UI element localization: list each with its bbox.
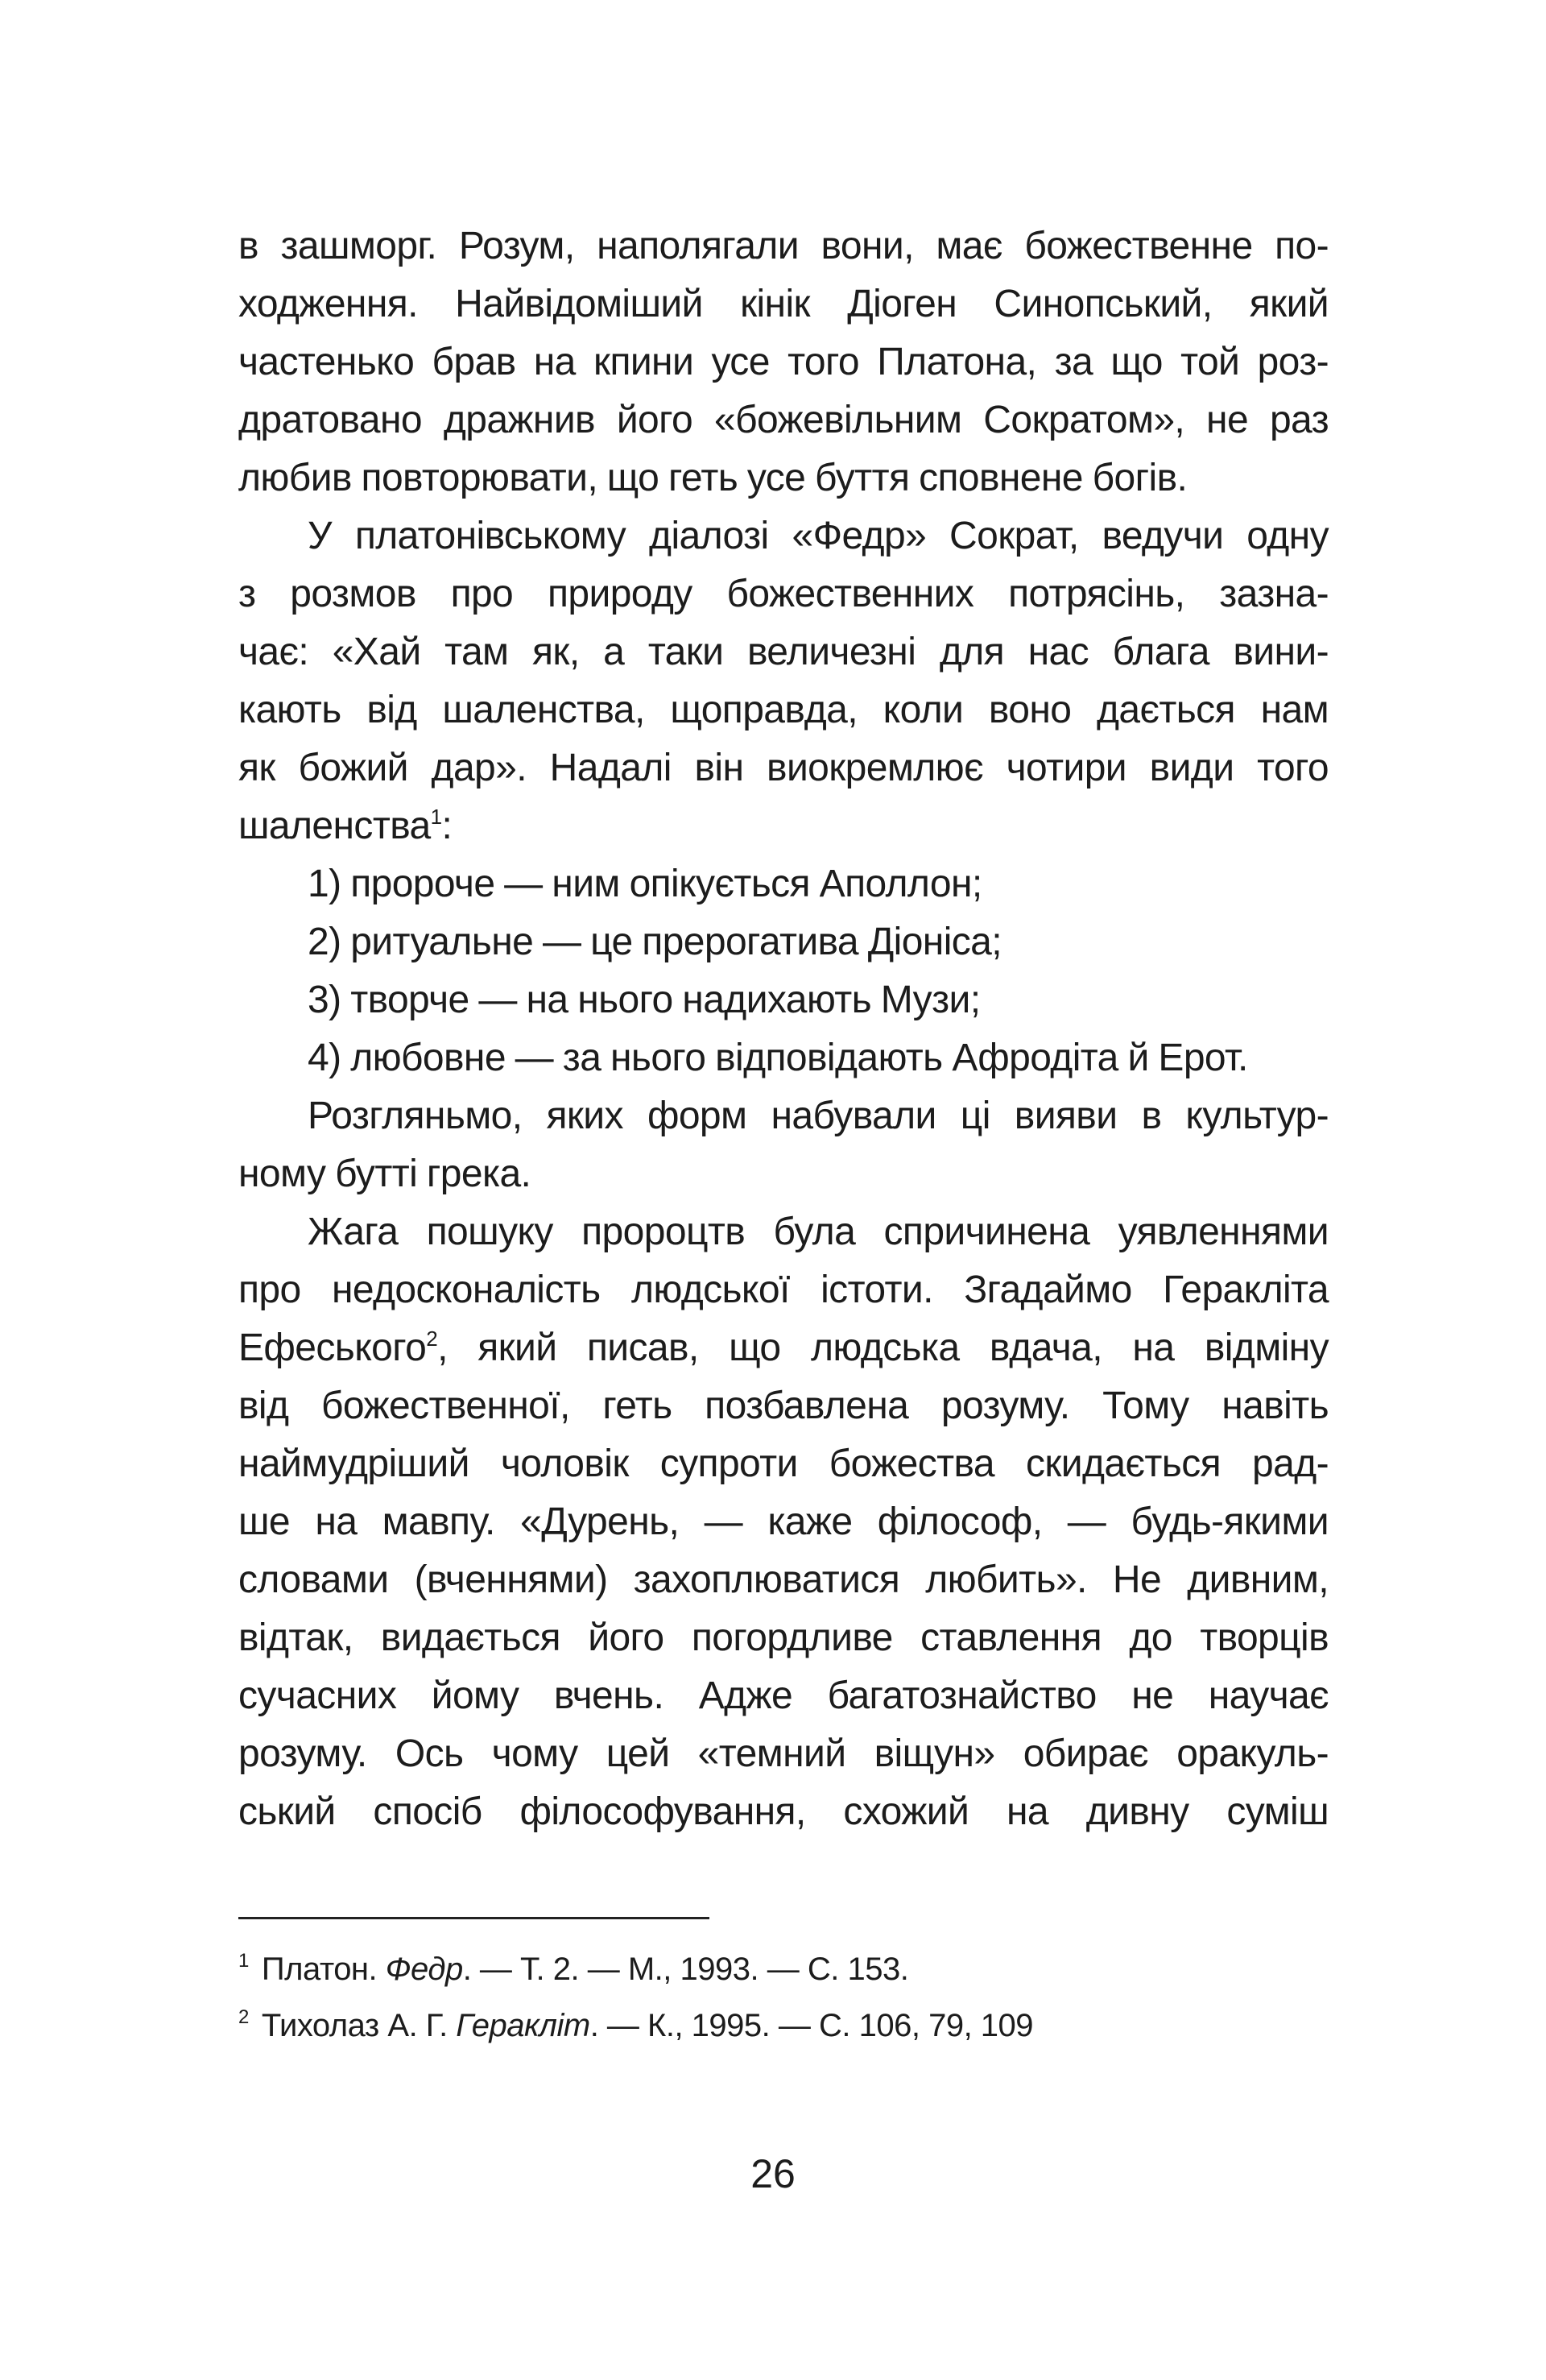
text-line (238, 1783, 1329, 1841)
footnote (238, 1941, 1329, 1997)
line-text: розуму. Ось чому цей «темний віщун» обирає оракуль- (238, 1732, 1329, 1775)
line-text: кають від шаленства, щоправда, коли воно дається нам (238, 689, 1329, 731)
footnote-title: Федр (385, 1952, 463, 1987)
text-line (238, 1203, 1329, 1261)
footnote-ref[interactable]: 1 (430, 805, 442, 829)
footnote-title: Геракліт (456, 2008, 590, 2043)
line-text: любив повторювати, що геть усе буття сповнене богів. (238, 457, 1188, 499)
text-line (238, 971, 1329, 1029)
text-line (238, 1493, 1329, 1551)
line-text: 4) любовне — за нього відповідають Афродіта й Ерот. (308, 1037, 1248, 1079)
text-line (238, 1609, 1329, 1667)
text-line (238, 681, 1329, 739)
line-text: Розгляньмо, яких форм набували ці вияви в культур- (308, 1095, 1329, 1137)
line-text: чає: «Хай там як, а таки величезні для нас блага вини- (238, 631, 1329, 673)
line-text: словами (вченнями) захоплюватися любить». Не дивним, (238, 1558, 1329, 1601)
text-line (238, 1029, 1329, 1087)
line-text: з розмов про природу божественних потрясінь, зазна- (238, 573, 1329, 615)
line-text: як божий дар». Надалі він виокремлює чотири види того (238, 747, 1329, 789)
text-line (238, 275, 1329, 333)
text-line (238, 1725, 1329, 1783)
line-text: ходження. Найвідоміший кінік Діоген Синопський, який (238, 283, 1329, 325)
text-line (238, 913, 1329, 971)
line-text: ше на мавпу. «Дурень, — каже філософ, — будь-якими (238, 1500, 1329, 1543)
footnote-author: Тихолаз А. Г. (261, 2008, 457, 2043)
line-text: ський спосіб філософування, схожий на дивну суміш (238, 1790, 1329, 1833)
line-text: частенько брав на кпини усе того Платона, за що той роз- (238, 341, 1329, 383)
text-line (238, 623, 1329, 681)
line-text: про недосконалість людської істоти. Згадаймо Геракліта (238, 1269, 1329, 1311)
line-text: 3) творче — на нього надихають Музи; (308, 979, 981, 1021)
line-text: шаленства (238, 805, 431, 847)
text-line (238, 1551, 1329, 1609)
line-text: Ефеського (238, 1327, 427, 1369)
line-text: відтак, видається його погордливе ставлення до творців (238, 1616, 1329, 1659)
text-line (238, 507, 1329, 565)
body-text (238, 217, 1329, 1841)
line-text: У платонівському діалозі «Федр» Сократ, ведучи одну (308, 515, 1329, 557)
text-line (238, 739, 1329, 797)
text-line (238, 391, 1329, 449)
line-text: від божественної, геть позбавлена розуму. Тому навіть (238, 1385, 1329, 1427)
line-text: Жага пошуку пророцтв була спричинена уявленнями (308, 1211, 1329, 1253)
line-text: ному бутті грека. (238, 1153, 531, 1195)
text-line (238, 565, 1329, 623)
text-line (238, 1261, 1329, 1319)
line-text-continued: , який писав, що людська вдача, на відміну (437, 1327, 1329, 1369)
text-line (238, 1667, 1329, 1725)
line-text: в зашморг. Розум, наполягали вони, має божественне по- (238, 225, 1329, 267)
text-line (238, 855, 1329, 913)
line-text: 2) ритуальне — це прерогатива Діоніса; (308, 921, 1002, 963)
line-text-continued: : (441, 805, 453, 847)
footnote-details: . — Т. 2. — М., 1993. — С. 153. (462, 1952, 909, 1987)
text-line (238, 333, 1329, 391)
text-line (238, 449, 1329, 507)
line-text: 1) пророче — ним опікується Аполлон; (308, 863, 982, 905)
text-line (238, 1087, 1329, 1145)
line-text: сучасних йому вчень. Адже багатознайство не научає (238, 1674, 1329, 1717)
line-text: наймудріший чоловік супроти божества скидається рад- (238, 1442, 1329, 1485)
footnote-ref[interactable]: 2 (426, 1327, 438, 1351)
footnote-divider (238, 1917, 709, 1919)
text-line (238, 797, 1329, 855)
text-line (238, 1435, 1329, 1493)
text-line (238, 1319, 1329, 1377)
line-text: дратовано дражнив його «божевільним Сократом», не раз (238, 399, 1329, 441)
footnote-number: 1 (238, 1950, 249, 1972)
text-line (238, 1377, 1329, 1435)
text-line (238, 1145, 1329, 1203)
footnote-author: Платон. (261, 1952, 386, 1987)
footnote-details: . — К., 1995. — С. 106, 79, 109 (589, 2008, 1034, 2043)
footnote-number: 2 (238, 2006, 249, 2028)
text-line (238, 217, 1329, 275)
page-number: 26 (750, 2151, 796, 2196)
footnote (238, 1997, 1329, 2054)
footnotes (238, 1941, 1329, 2054)
